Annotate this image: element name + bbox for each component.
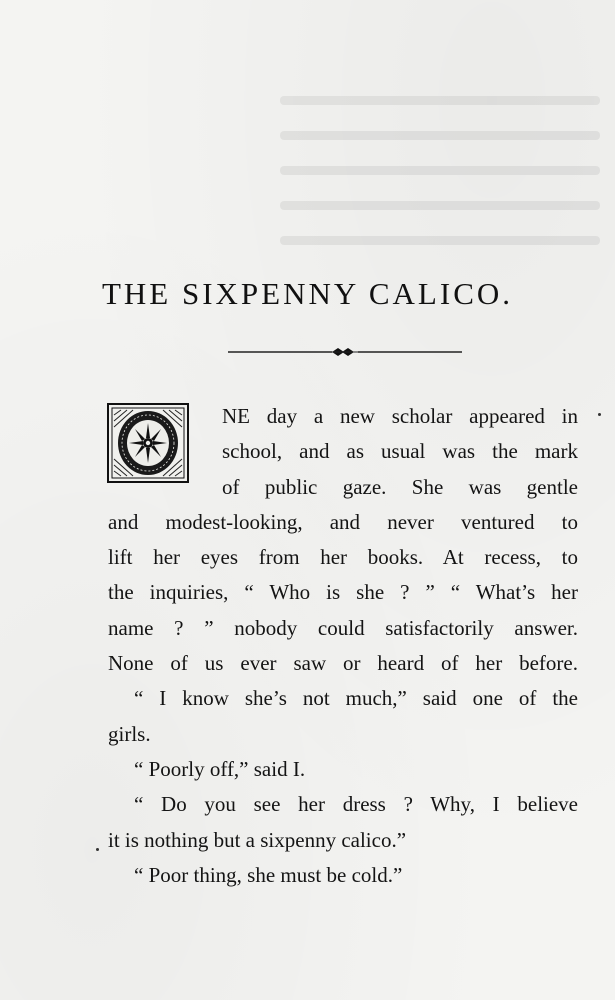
text-line: “ Poorly off,” said I. xyxy=(134,756,306,781)
text-line: the inquiries, “ Who is she ? ” “ What’s her xyxy=(108,580,578,605)
paragraph-4 xyxy=(108,787,578,858)
ornamental-rule xyxy=(228,345,462,359)
chapter-title: THE SIXPENNY CALICO. xyxy=(101,276,514,311)
text-line: it is nothing but a sixpenny calico.” xyxy=(108,827,407,852)
paragraph-2 xyxy=(108,681,578,752)
text-line: “ I know she’s not much,” said one of the xyxy=(134,686,578,711)
paragraph-3 xyxy=(108,752,578,787)
paragraph-5 xyxy=(108,858,578,893)
text-line: of public gaze. She was gentle xyxy=(222,474,578,499)
text-line: name ? ” nobody could satisfactorily answer. xyxy=(108,615,578,640)
text-line: NE day a new scholar appeared in xyxy=(222,404,578,428)
ink-speck xyxy=(96,848,99,851)
paragraph-1 xyxy=(108,399,578,681)
ink-speck xyxy=(598,413,601,416)
text-line: lift her eyes from her books. At recess, to xyxy=(108,545,578,570)
text-line: “ Do you see her dress ? Why, I believe xyxy=(134,792,578,817)
text-line: girls. xyxy=(108,721,151,746)
text-line: school, and as usual was the mark xyxy=(222,439,578,464)
text-line: “ Poor thing, she must be cold.” xyxy=(134,862,403,887)
text-line: and modest-looking, and never ventured to xyxy=(108,509,578,534)
show-through-text xyxy=(280,70,600,260)
body-text xyxy=(108,399,578,893)
text-line: None of us ever saw or heard of her before. xyxy=(108,651,578,676)
